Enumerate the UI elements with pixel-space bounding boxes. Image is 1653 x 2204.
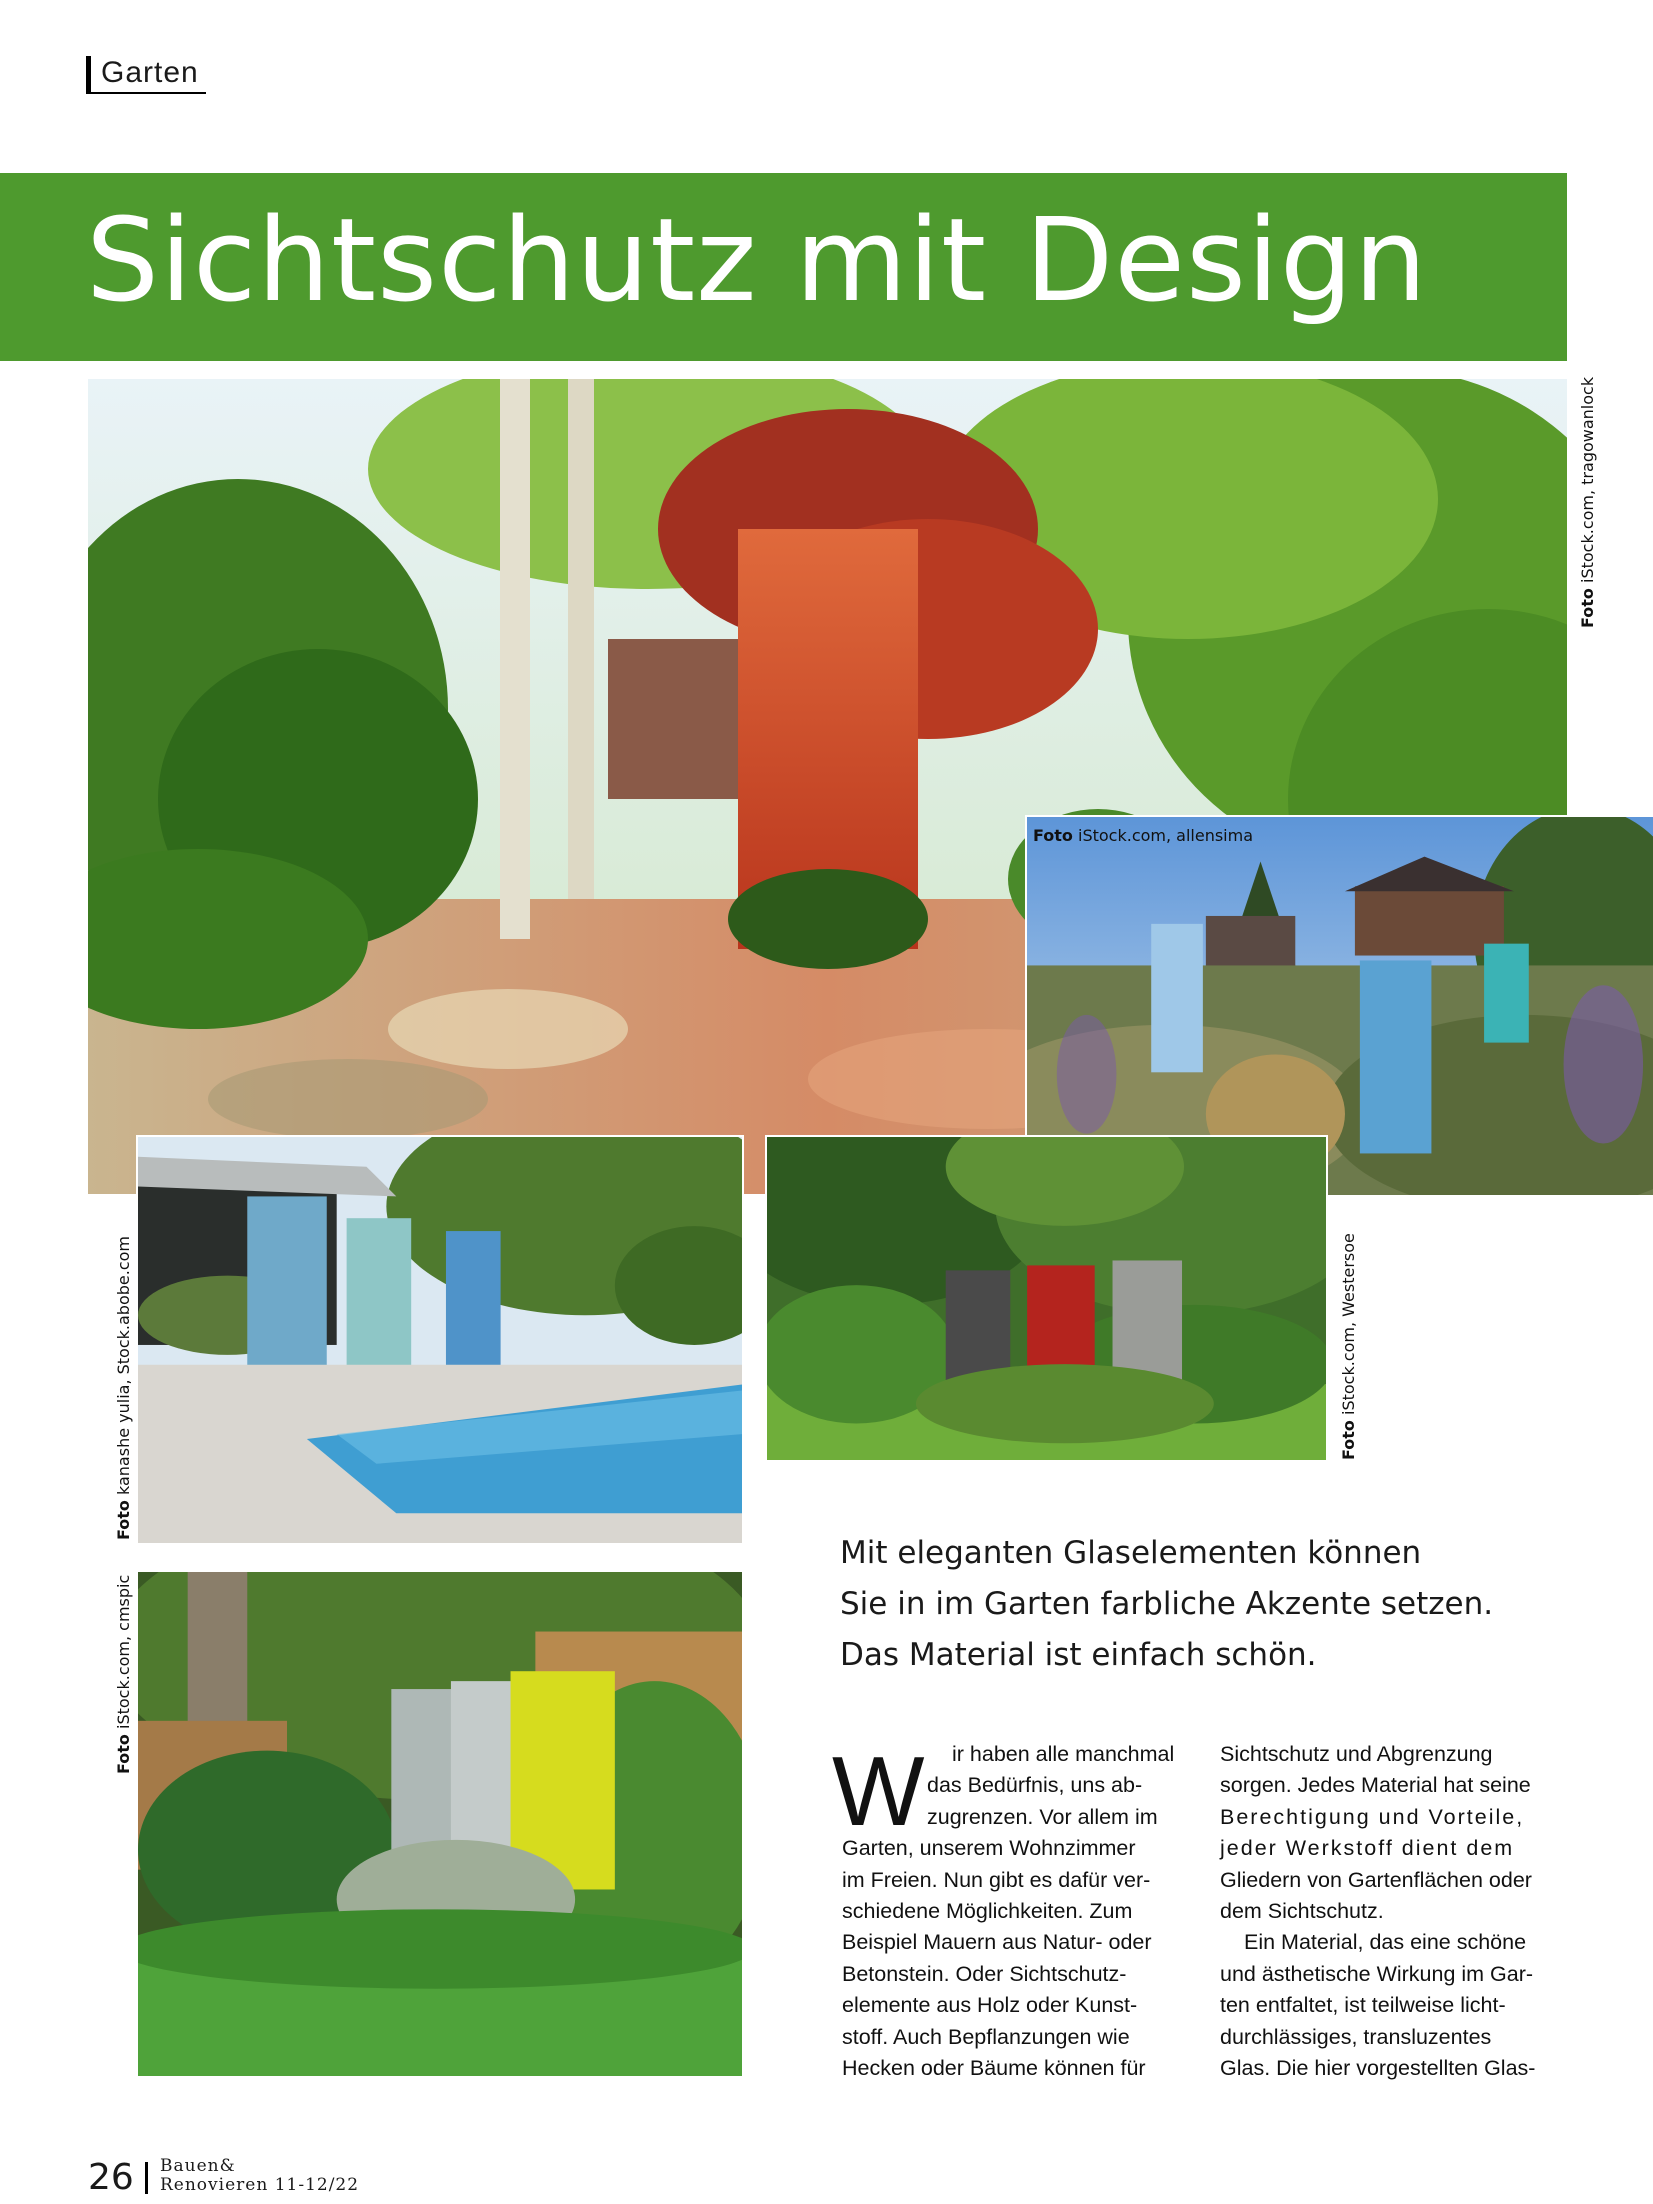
page-number: 26 [88,2157,134,2198]
body-line: elemente aus Holz oder Kunst- [842,1993,1138,2018]
photo-credit-middle: Foto iStock.com, Westersoe [1339,1233,1358,1460]
section-label: Garten [101,56,199,89]
body-line: dem Sichtschutz. [1220,1898,1384,1923]
lawn-glass-panels-photo [765,1135,1328,1462]
magazine-line-1: Bauen& [160,2156,236,2176]
photo-credit-bottom: Foto iStock.com, cmspic [114,1574,133,1774]
body-column-1 [842,1739,1190,2084]
lead-line: Mit eleganten Glaselementen können [840,1535,1422,1571]
body-line: ir haben alle manchmal [952,1742,1175,1766]
yellow-glass-panels-photo [136,1570,744,2078]
footer-divider [145,2162,148,2194]
body-line: Glas. Die hier vorgestellten Glas- [1220,2055,1536,2080]
body-line: Sichtschutz und Abgrenzung [1220,1742,1493,1766]
body-line: Beispiel Mauern aus Natur- oder [842,1930,1152,1955]
body-line: Gliedern von Gartenflächen oder [1220,1867,1532,1892]
body-column-2 [1220,1739,1570,2084]
body-line: ten entfaltet, ist teilweise licht- [1220,1993,1506,2018]
page-title: Sichtschutz mit Design [86,194,1428,328]
body-line: Hecken oder Bäume können für [842,2055,1146,2080]
body-line: stoff. Auch Bepflanzungen wie [842,2024,1130,2049]
section-tag [86,56,206,94]
drop-cap: W [832,1736,925,1846]
body-line: jeder Werkstoff dient dem [1220,1836,1515,1861]
body-line: durchlässiges, transluzentes [1220,2024,1492,2049]
body-line: sorgen. Jedes Material hat seine [1220,1773,1531,1798]
body-line: das Bedürfnis, uns ab- [927,1773,1143,1798]
issue-number: 11-12/22 [274,2175,360,2195]
photo-credit-main: Foto iStock.com, tragowanlock [1578,376,1597,628]
body-line: Berechtigung und Vorteile, [1220,1804,1525,1829]
body-line: Ein Material, das eine schöne [1244,1930,1527,1955]
body-line: Garten, unserem Wohnzimmer [842,1836,1136,1861]
photo-credit-pool: Foto kanashe yulia, Stock.abobe.com [114,1236,133,1540]
body-line: und ästhetische Wirkung im Gar- [1220,1961,1534,1986]
body-line: im Freien. Nun gibt es dafür ver- [842,1867,1151,1892]
pool-glass-panels-photo [136,1135,744,1545]
lead-line: Sie in im Garten farbliche Akzente setzen. [840,1586,1494,1622]
lead-paragraph [840,1528,1540,1681]
magazine-name [160,2158,359,2194]
photo-credit-top-right: Foto iStock.com, allensima [1033,826,1254,845]
body-line: zugrenzen. Vor allem im [927,1804,1158,1829]
body-line: schiedene Möglichkeiten. Zum [842,1898,1133,1923]
magazine-line-2: Renovieren [160,2175,269,2195]
body-line: Betonstein. Oder Sichtschutz- [842,1961,1127,1986]
lead-line: Das Material ist einfach schön. [840,1637,1317,1673]
